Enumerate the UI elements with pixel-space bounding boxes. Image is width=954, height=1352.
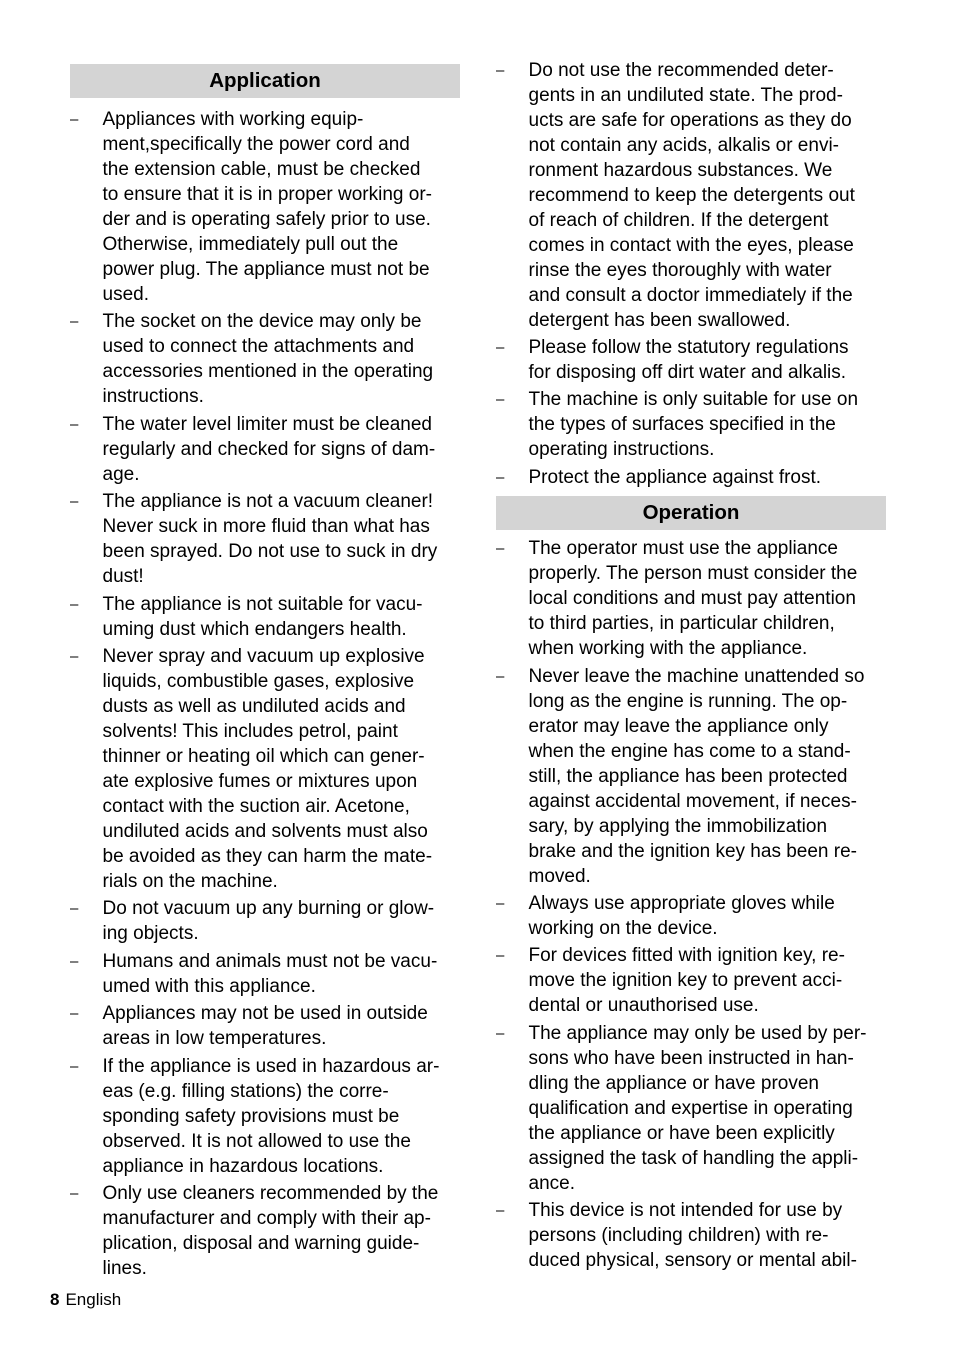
bullet-dash: – [70,415,79,433]
bullet-dash: – [70,1005,79,1023]
list-item: – The socket on the device may only be used to connect the attachments and accessories mentioned in the operating instructions. [70,311,434,408]
list-item: – Appliances with working equip- ment,specifically the power cord and the extension cable, must be checked to ensure that it is in proper working or- der and is operating safely prior to use. Otherwise, immediately pull out the power plug. The appliance must not be used. [70,109,432,305]
list-item: – Always use appropriate gloves while working on the device. [496,892,835,939]
bullet-dash: – [496,61,505,79]
list-item: – If the appliance is used in hazardous ar- eas (e.g. filling stations) the corre- sponding safety provisions must be observed. It is not allowed to use the appliance in hazardous locations. [70,1055,440,1177]
bullet-dash: – [70,1184,79,1202]
bullet-dash: – [496,667,505,685]
bullet-dash: – [70,1057,79,1075]
page-footer [50,1288,121,1312]
list-item: – Do not vacuum up any burning or glow- ing objects. [70,898,435,945]
list-item: – Humans and animals must not be vacu- umed with this appliance. [70,950,438,997]
bullet-dash: – [496,391,505,409]
application-list-continued [496,58,886,490]
list-item: – The machine is only suitable for use on the types of surfaces specified in the operating instructions. [496,389,859,461]
list-item: – Only use cleaners recommended by the manufacturer and comply with their ap- plication, disposal and warning guide- lines. [70,1182,439,1279]
bullet-dash: – [70,647,79,665]
bullet-dash: – [496,1202,505,1220]
list-item: – For devices fitted with ignition key, re- move the ignition key to prevent acci- dental or unauthorised use. [496,945,845,1017]
list-item: – Protect the appliance against frost. [496,466,822,488]
list-item: – The appliance may only be used by per- sons who have been instructed in han- dling the appliance or have proven qualification and expertise in operating the appliance or have been explicitly assigned the task of handling the appli- ance. [496,1022,867,1194]
bullet-dash: – [70,595,79,613]
operation-heading: Operation [496,496,886,530]
bullet-dash: – [496,468,505,486]
list-item: – The water level limiter must be cleaned regularly and checked for signs of dam- age. [70,413,436,485]
list-item: – This device is not intended for use by persons (including children) with re- duced physical, sensory or mental abil- [496,1200,857,1272]
page-number: 8 [50,1290,60,1309]
list-item: – The operator must use the appliance properly. The person must consider the local conditions and must pay attention to third parties, in particular children, when working with the appliance. [496,538,858,660]
bullet-dash: – [70,313,79,331]
bullet-dash: – [70,900,79,918]
list-item: – The appliance is not a vacuum cleaner! Never suck in more fluid than what has been sprayed. Do not use to suck in dry dust! [70,491,438,588]
list-item: – The appliance is not suitable for vacu- uming dust which endangers health. [70,593,423,640]
bullet-dash: – [70,493,79,511]
bullet-dash: – [496,947,505,965]
list-item: – Please follow the statutory regulations for disposing off dirt water and alkalis. [496,336,849,383]
right-column [496,0,886,1276]
left-column [70,0,460,1283]
footer-language: English [65,1290,122,1309]
list-item: – Never leave the machine unattended so long as the engine is running. The op- erator may leave the appliance only when the engine has come to a stand- still, the appliance has been protected against accidental movement, if neces- sary, by applying the immobilization brake and the ignition key has been re- moved. [496,665,865,887]
list-item: – Appliances may not be used in outside areas in low temperatures. [70,1003,428,1050]
application-heading: Application [70,64,460,98]
application-list [70,107,460,1281]
list-item: – Do not use the recommended deter- gents in an undiluted state. The prod- ucts are safe for operations as they do not contain any acids, alkalis or envi- ronment hazardous substances. We recommend to keep the detergents out of reach of children. If the detergent comes in contact with the eyes, please rinse the eyes thoroughly with water and consult a doctor immediately if the detergent has been swallowed. [496,59,855,331]
bullet-dash: – [496,1024,505,1042]
bullet-dash: – [496,338,505,356]
bullet-dash: – [496,540,505,558]
bullet-dash: – [70,952,79,970]
bullet-dash: – [496,894,505,912]
bullet-dash: – [70,111,79,128]
operation-list [496,536,886,1273]
list-item: – Never spray and vacuum up explosive liquids, combustible gases, explosive dusts as well as undiluted acids and solvents! This includes petrol, paint thinner or heating oil which can gener- ate explosive fumes or mixtures upon contact with the suction air. Acetone, undiluted acids and solvents must also be avoided as they can harm the mate- rials on the machine. [70,645,433,892]
